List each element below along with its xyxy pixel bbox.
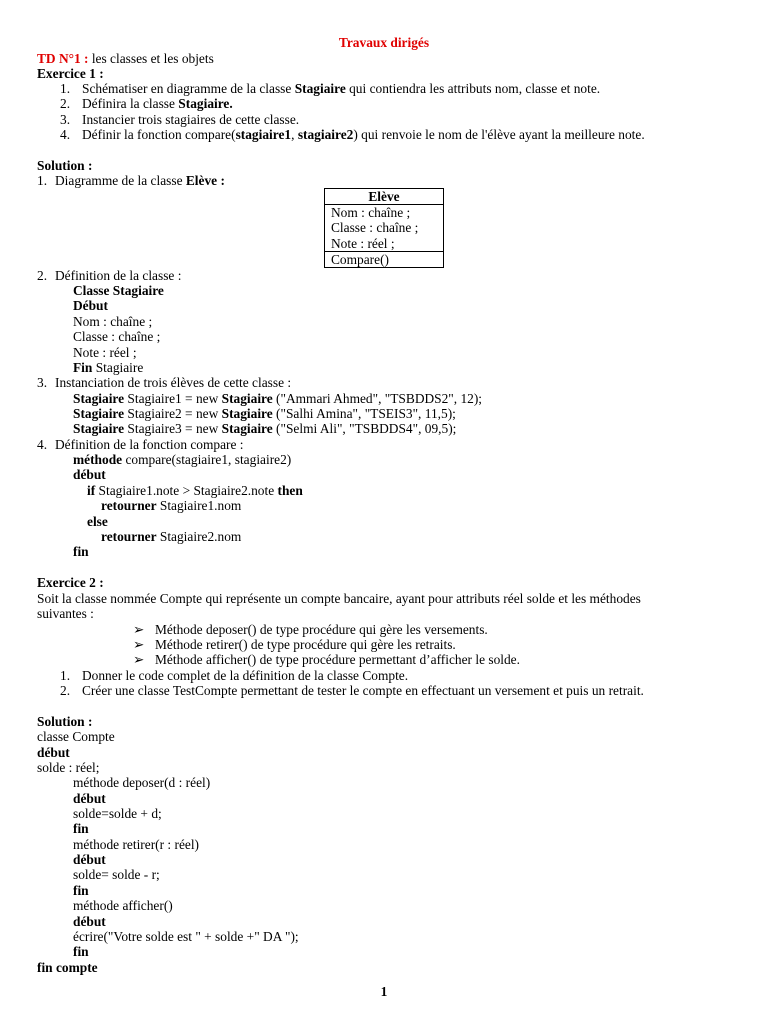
ex1-item-1: 1. Schématiser en diagramme de la classe Stagiaire qui contiendra les attributs nom, classe et note. bbox=[60, 81, 601, 96]
arrow-bullet-icon: ➢ bbox=[133, 622, 145, 637]
code-line: fin bbox=[73, 821, 89, 836]
td-text: les classes et les objets bbox=[88, 51, 214, 66]
td-line bbox=[37, 51, 214, 66]
page-title: Travaux dirigés bbox=[338, 35, 430, 50]
code-line: méthode retirer(r : réel) bbox=[73, 837, 200, 852]
sol1-step-4: 4. Définition de la fonction compare : bbox=[37, 437, 244, 452]
ex2-bullet: ➢ Méthode deposer() de type procédure qui gère les versements. bbox=[133, 622, 488, 637]
sol1-step-1: 1. Diagramme de la classe Elève : bbox=[37, 173, 225, 188]
code-line: retourner Stagiaire1.nom bbox=[101, 498, 242, 513]
code-line: Fin Stagiaire bbox=[73, 360, 144, 375]
code-line: méthode compare(stagiaire1, stagiaire2) bbox=[73, 452, 292, 467]
exercise-1-heading: Exercice 1 : bbox=[37, 66, 104, 81]
code-line: Stagiaire Stagiaire1 = new Stagiaire ("Ammari Ahmed", "TSBDDS2", 12); bbox=[73, 391, 483, 406]
code-line: Classe : chaîne ; bbox=[73, 329, 161, 344]
code-line: solde= solde - r; bbox=[73, 867, 160, 882]
ex2-item-2: 2. Créer une classe TestCompte permettant de tester le compte en effectuant un versement et puis un retrait. bbox=[60, 683, 644, 698]
page-number: 1 bbox=[380, 984, 388, 999]
code-line: if Stagiaire1.note > Stagiaire2.note then bbox=[87, 483, 303, 498]
class-attributes bbox=[325, 205, 443, 252]
arrow-bullet-icon: ➢ bbox=[133, 637, 145, 652]
attribute-nom: Nom : chaîne ; bbox=[331, 205, 411, 220]
arrow-bullet-icon: ➢ bbox=[133, 652, 145, 667]
code-line: Début bbox=[73, 298, 108, 313]
code-line: solde : réel; bbox=[37, 760, 100, 775]
code-line: Note : réel ; bbox=[73, 345, 137, 360]
ex2-item-1: 1. Donner le code complet de la définition de la classe Compte. bbox=[60, 668, 409, 683]
code-line: méthode deposer(d : réel) bbox=[73, 775, 211, 790]
sol1-step-2: 2. Définition de la classe : bbox=[37, 268, 182, 283]
code-line: fin bbox=[73, 883, 89, 898]
code-line: Classe Stagiaire bbox=[73, 283, 164, 298]
code-line: retourner Stagiaire2.nom bbox=[101, 529, 242, 544]
ex2-bullet: ➢ Méthode afficher() de type procédure permettant d’afficher le solde. bbox=[133, 652, 520, 667]
attribute-note: Note : réel ; bbox=[331, 235, 395, 251]
code-line: Stagiaire Stagiaire3 = new Stagiaire ("Selmi Ali", "TSBDDS4", 09,5); bbox=[73, 421, 457, 436]
solution-1-heading: Solution : bbox=[37, 158, 93, 173]
class-name: Elève bbox=[325, 189, 443, 205]
class-diagram bbox=[324, 188, 444, 268]
exercise-2-heading: Exercice 2 : bbox=[37, 575, 104, 590]
ex1-item-3: 3. Instancier trois stagiaires de cette classe. bbox=[60, 112, 300, 127]
code-line: fin bbox=[73, 544, 89, 559]
code-line: début bbox=[73, 791, 106, 806]
code-line: début bbox=[73, 467, 106, 482]
td-label: TD N°1 : bbox=[37, 51, 89, 66]
code-line: début bbox=[73, 914, 106, 929]
class-method: Compare() bbox=[331, 251, 390, 267]
code-line: début bbox=[37, 745, 70, 760]
code-line: fin compte bbox=[37, 960, 98, 975]
ex2-bullet: ➢ Méthode retirer() de type procédure qui gère les retraits. bbox=[133, 637, 456, 652]
solution-2-heading: Solution : bbox=[37, 714, 93, 729]
ex1-item-4: 4. Définir la fonction compare(stagiaire1, stagiaire2) qui renvoie le nom de l'élève ayant la meilleure note. bbox=[60, 127, 645, 142]
ex2-paragraph-line: suivantes : bbox=[37, 606, 94, 621]
code-line: fin bbox=[73, 944, 89, 959]
code-line: méthode afficher() bbox=[73, 898, 173, 913]
code-line: else bbox=[87, 514, 108, 529]
code-line: Nom : chaîne ; bbox=[73, 314, 153, 329]
code-line: solde=solde + d; bbox=[73, 806, 162, 821]
code-line: Stagiaire Stagiaire2 = new Stagiaire ("Salhi Amina", "TSEIS3", 11,5); bbox=[73, 406, 456, 421]
code-line: classe Compte bbox=[37, 729, 115, 744]
code-line: écrire("Votre solde est " + solde +" DA "); bbox=[73, 929, 299, 944]
attribute-classe: Classe : chaîne ; bbox=[331, 220, 419, 236]
sol1-step-3: 3. Instanciation de trois élèves de cette classe : bbox=[37, 375, 292, 390]
ex1-item-2: 2. Définira la classe Stagiaire. bbox=[60, 96, 233, 111]
ex2-paragraph-line: Soit la classe nommée Compte qui représente un compte bancaire, ayant pour attributs réel solde et les méthodes bbox=[37, 591, 641, 606]
code-line: début bbox=[73, 852, 106, 867]
